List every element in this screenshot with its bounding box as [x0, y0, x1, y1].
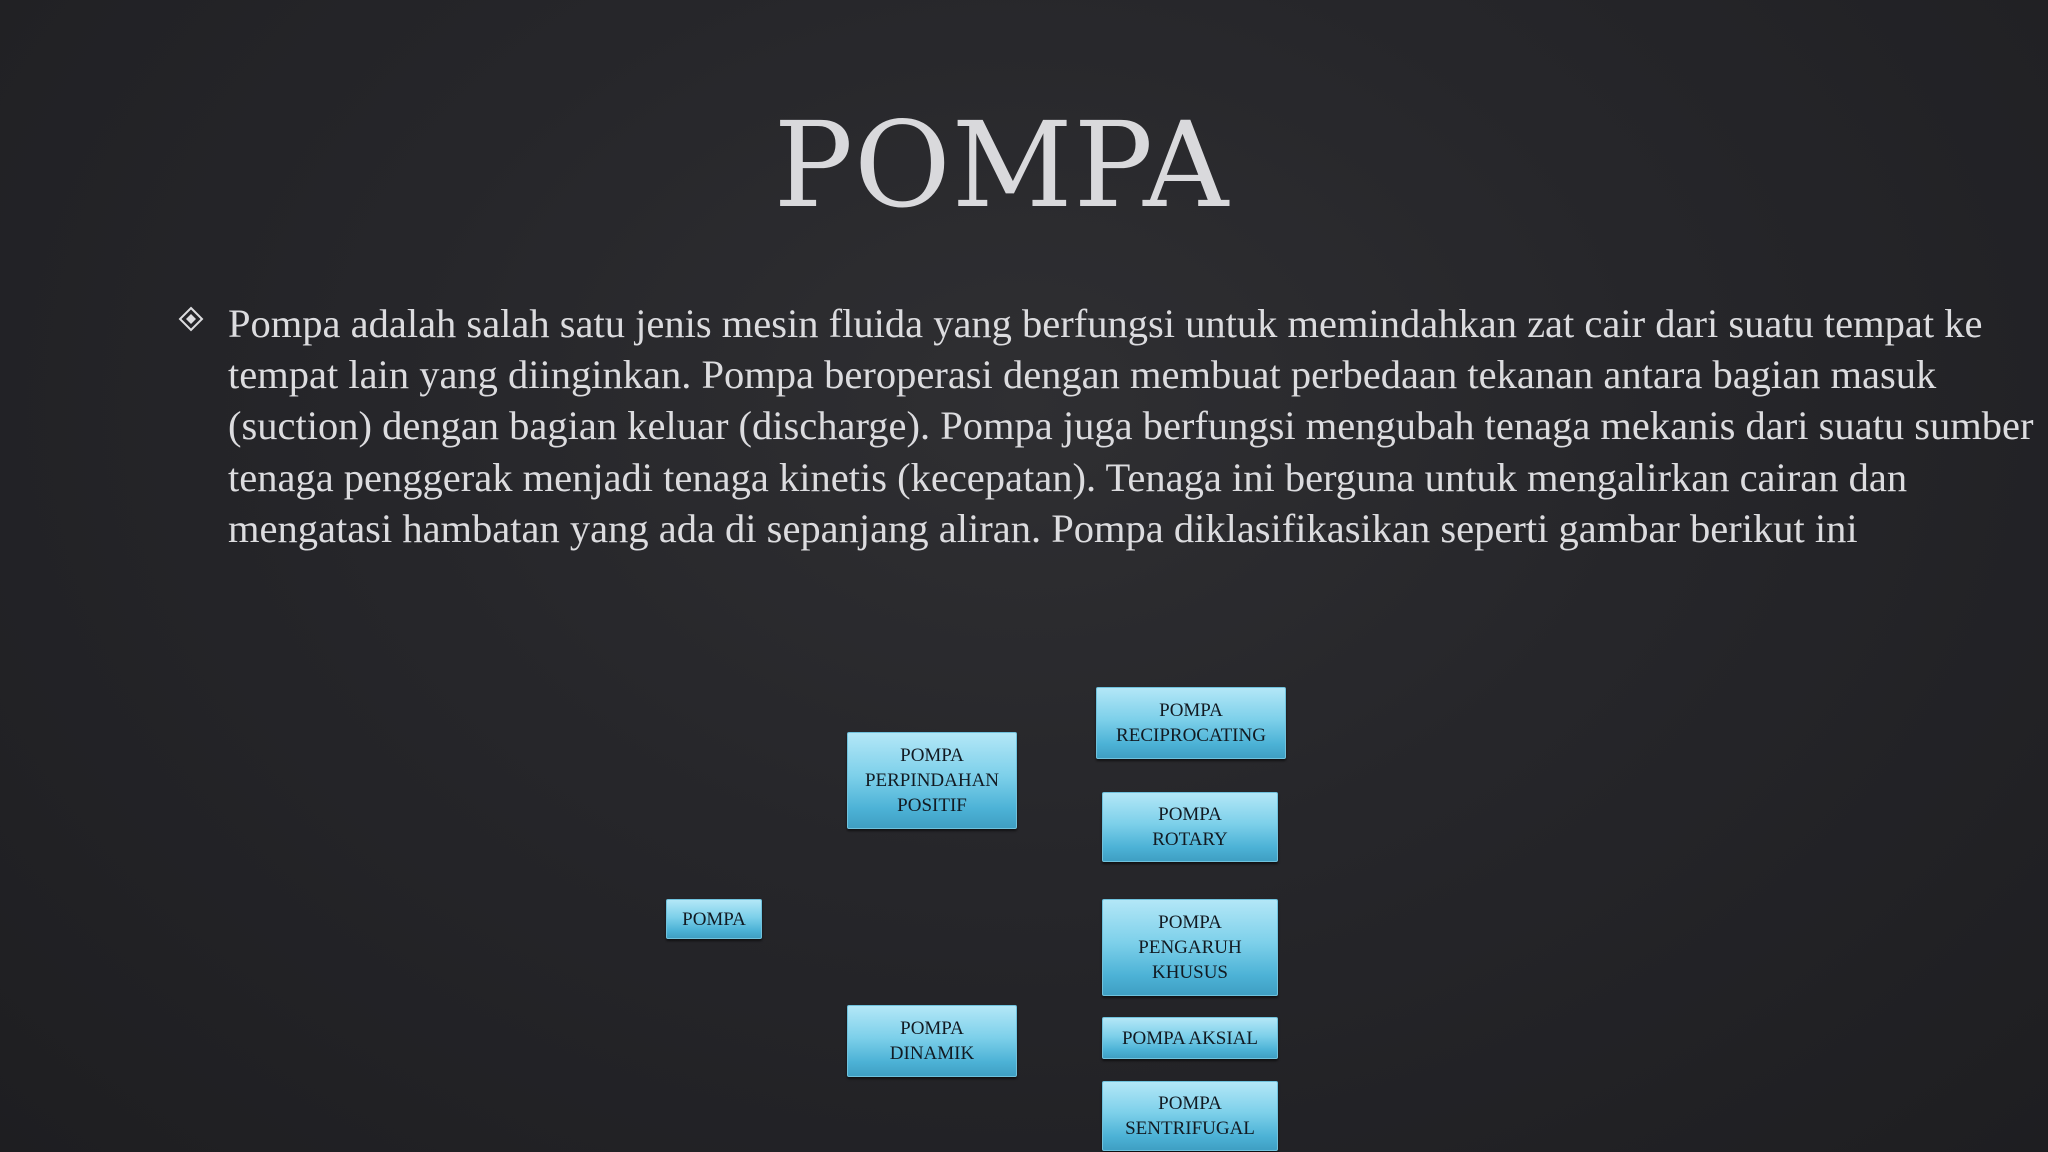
node-root: POMPA [666, 899, 762, 939]
diamond-bullet-icon [178, 306, 204, 332]
slide-title: POMPA [773, 96, 1230, 234]
node-pompa-rotary: POMPA ROTARY [1102, 792, 1278, 862]
node-pompa-perpindahan-positif: POMPA PERPINDAHAN POSITIF [847, 732, 1017, 829]
bullet-paragraph: Pompa adalah salah satu jenis mesin fluida yang berfungsi untuk memindahkan zat cair dari suatu tempat ke tempat lain yang diinginkan. Pompa beroperasi dengan membuat perbedaan tekanan antara bagian masuk (suction) dengan bagian keluar (discharge). Pompa juga berfungsi mengubah tenaga mekanis dari suatu sumber tenaga penggerak menjadi tenaga kinetis (kecepatan). Tenaga ini berguna untuk mengalirkan cairan dan mengatasi hambatan yang ada di sepanjang aliran. Pompa diklasifikasikan seperti gambar berikut ini [228, 301, 2034, 551]
node-pompa-dinamik: POMPA DINAMIK [847, 1005, 1017, 1077]
node-pompa-aksial: POMPA AKSIAL [1102, 1017, 1278, 1059]
node-pompa-sentrifugal: POMPA SENTRIFUGAL [1102, 1081, 1278, 1151]
node-pompa-reciprocating: POMPA RECIPROCATING [1096, 687, 1286, 759]
node-pompa-pengaruh-khusus: POMPA PENGARUH KHUSUS [1102, 899, 1278, 996]
